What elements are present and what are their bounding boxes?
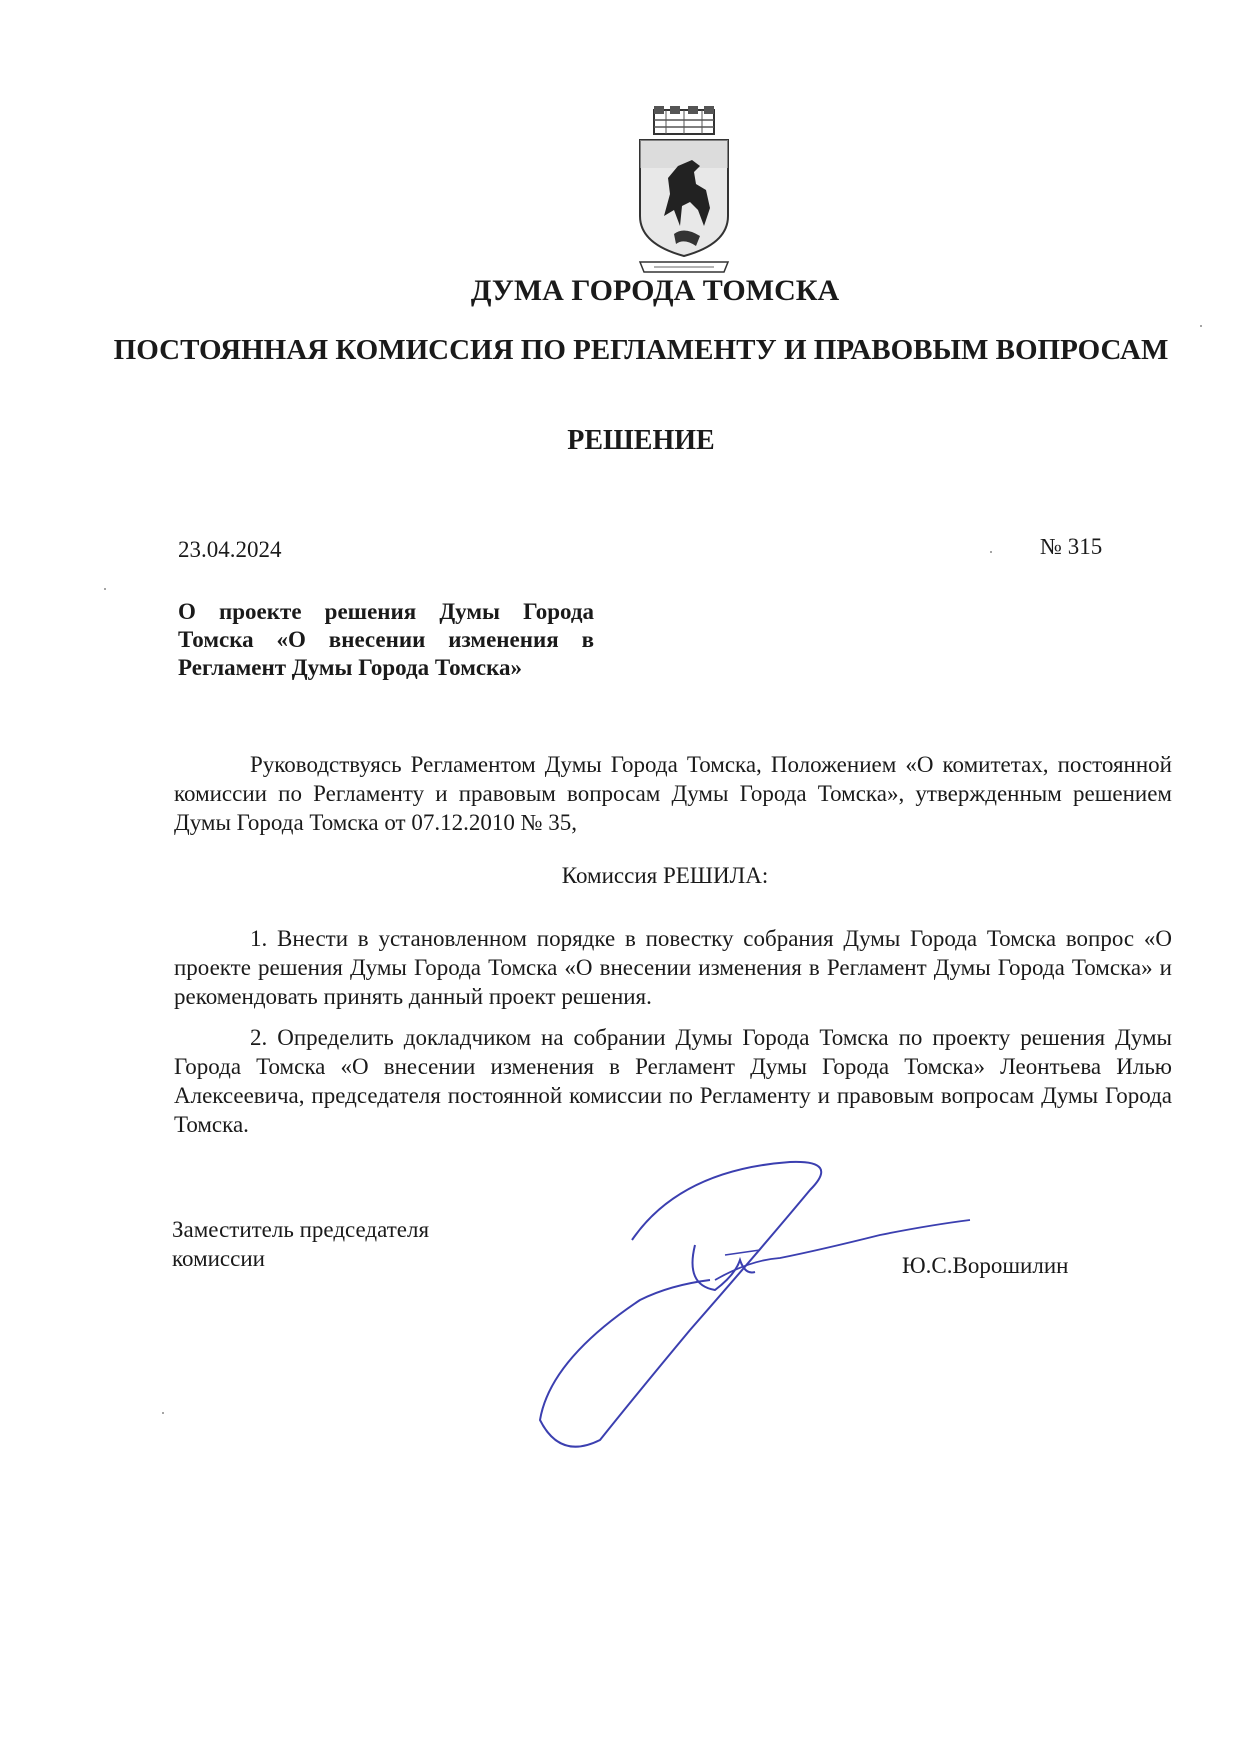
resolution-item-2: 2. Определить докладчиком на собрании Думы Города Томска по проекту решения Думы Города Томска «О внесении изменения в Регламент Думы Города Томска» Леонтьева Илью Алексеевича, председателя постоянной комиссии по Регламенту и правовым вопросам Думы Города Томска. (174, 1025, 1172, 1137)
preamble-paragraph: Руководствуясь Регламентом Думы Города Томска, Положением «О комитетах, постоянной комиссии по Регламенту и правовым вопросам Думы Города Томска», утвержденным решением Думы Города Томска от 07.12.2010 № 35, (174, 752, 1172, 835)
scan-speck (104, 588, 106, 590)
scan-speck (162, 1412, 164, 1414)
scan-speck (990, 551, 992, 553)
coat-of-arms-emblem (634, 106, 734, 278)
organization-title: ДУМА ГОРОДА ТОМСКА (470, 274, 840, 307)
resolution-heading: Комиссия РЕШИЛА: (561, 863, 769, 888)
scan-speck (1200, 325, 1202, 327)
signatory-position: Заместитель председателя комиссии (172, 1217, 430, 1271)
handwritten-signature (520, 1160, 990, 1460)
document-date: 23.04.2024 (178, 537, 282, 562)
document-type: РЕШЕНИЕ (567, 425, 715, 456)
commission-title: ПОСТОЯННАЯ КОМИССИЯ ПО РЕГЛАМЕНТУ И ПРАВОВЫМ ВОПРОСАМ (113, 334, 1169, 366)
signatory-name: Ю.С.Ворошилин (902, 1253, 1069, 1278)
document-subject: О проекте решения Думы Города Томска «О внесении изменения в Регламент Думы Города Томска» (178, 599, 594, 680)
document-number: № 315 (1040, 534, 1103, 559)
resolution-item-1: 1. Внести в установленном порядке в повестку собрания Думы Города Томска вопрос «О проекте решения Думы Города Томска «О внесении изменения в Регламент Думы Города Томска» и рекомендовать принять данный проект решения. (174, 926, 1172, 1009)
